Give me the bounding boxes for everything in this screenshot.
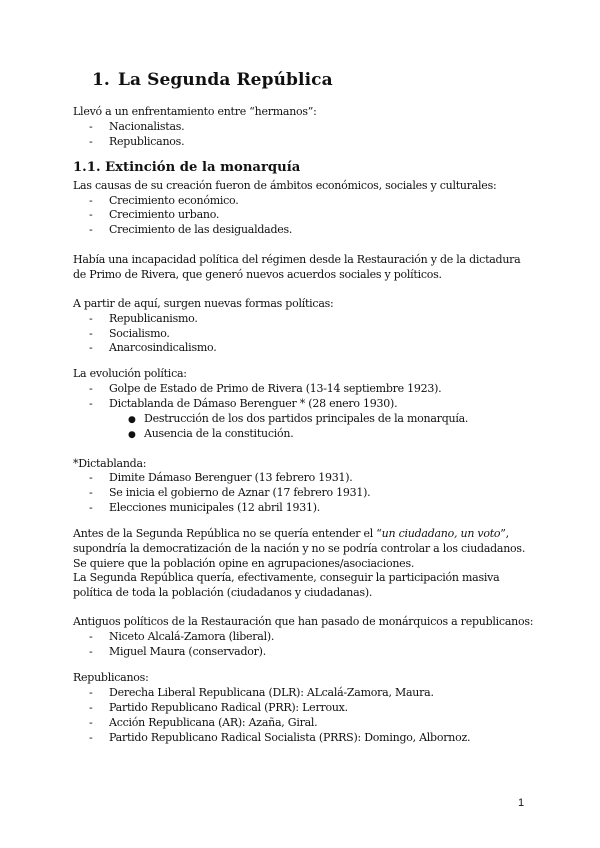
dash-marker: - xyxy=(89,312,93,325)
dash-marker: - xyxy=(89,135,93,148)
dash-marker: - xyxy=(89,645,93,658)
list-item: - Crecimiento económico. xyxy=(89,194,239,207)
dash-marker: - xyxy=(89,471,93,484)
paragraph-restauracion: Había una incapacidad política del régimen desde la Restauración y de la dictadura de Primo de Rivera, que generó nuevos acuerdos sociales y políticos. xyxy=(73,253,521,281)
list-item: - Republicanos. xyxy=(89,135,185,148)
list-item: - Dimite Dámaso Berenguer (13 febrero 1931). xyxy=(89,471,353,484)
title-text: La Segunda República xyxy=(117,70,333,90)
dash-marker: - xyxy=(89,397,93,410)
list-item: - Niceto Alcalá-Zamora (liberal). xyxy=(89,630,275,643)
list-item: - Dictablanda de Dámaso Berenguer * (28 enero 1930). xyxy=(89,397,398,410)
dash-marker: - xyxy=(89,341,93,354)
list-item: - Crecimiento urbano. xyxy=(89,208,220,221)
forms-intro: A partir de aquí, surgen nuevas formas políticas: xyxy=(73,297,334,310)
republicans-intro: Republicanos: xyxy=(73,671,149,684)
dash-marker: - xyxy=(89,686,93,699)
sub-list-item: ● Destrucción de los dos partidos principales de la monarquía. xyxy=(128,411,468,428)
list-item: - Nacionalistas. xyxy=(89,120,185,133)
list-item: - Socialismo. xyxy=(89,327,170,340)
bullet-icon: ● xyxy=(128,415,136,425)
quote-emphasis: un ciudadano, un voto xyxy=(381,527,501,540)
dash-marker: - xyxy=(89,223,93,236)
dash-marker: - xyxy=(89,120,93,133)
list-item: - Se inicia el gobierno de Aznar (17 febrero 1931). xyxy=(89,486,371,499)
bullet-icon: ● xyxy=(128,430,136,440)
dash-marker: - xyxy=(89,208,93,221)
list-item: - Partido Republicano Radical Socialista (PRRS): Domingo, Albornoz. xyxy=(89,731,471,744)
paragraph-participacion: La Segunda República quería, efectivamente, conseguir la participación masiva política de toda la población (ciudadanos y ciudadanas). xyxy=(73,571,500,599)
dash-marker: - xyxy=(89,327,93,340)
title-number: 1. xyxy=(92,70,110,90)
dash-marker: - xyxy=(89,630,93,643)
list-item: - Elecciones municipales (12 abril 1931). xyxy=(89,501,321,514)
paragraph-ciudadano: Antes de la Segunda República no se quería entender el “un ciudadano, un voto”, supondría la democratización de la nación y no se podría controlar a los ciudadanos. Se quiere que la población opine en agrupaciones/asociaciones. xyxy=(73,527,526,570)
list-item: - Acción Republicana (AR): Azaña, Giral. xyxy=(89,716,318,729)
dash-marker: - xyxy=(89,731,93,744)
list-item: - Anarcosindicalismo. xyxy=(89,341,217,354)
list-item: - Crecimiento de las desigualdades. xyxy=(89,223,293,236)
list-item: - Partido Republicano Radical (PRR): Lerroux. xyxy=(89,701,348,714)
politicians-intro: Antiguos políticos de la Restauración que han pasado de monárquicos a republicanos: xyxy=(73,615,534,628)
causes-intro: Las causas de su creación fueron de ámbitos económicos, sociales y culturales: xyxy=(73,179,497,192)
sub-list-item: ● Ausencia de la constitución. xyxy=(128,426,293,443)
evolution-intro: La evolución política: xyxy=(73,367,187,380)
dash-marker: - xyxy=(89,701,93,714)
dictablanda-intro: *Dictablanda: xyxy=(73,457,147,470)
page-title xyxy=(92,70,333,90)
list-item: - Miguel Maura (conservador). xyxy=(89,645,266,658)
section-heading: 1.1. Extinción de la monarquía xyxy=(73,160,301,175)
dash-marker: - xyxy=(89,194,93,207)
dash-marker: - xyxy=(89,486,93,499)
dash-marker: - xyxy=(89,501,93,514)
page-number: 1 xyxy=(518,797,525,809)
list-item: - Derecha Liberal Republicana (DLR): ALcalá-Zamora, Maura. xyxy=(89,686,434,699)
dash-marker: - xyxy=(89,382,93,395)
list-item: - Republicanismo. xyxy=(89,312,198,325)
dash-marker: - xyxy=(89,716,93,729)
list-item: - Golpe de Estado de Primo de Rivera (13-14 septiembre 1923). xyxy=(89,382,442,395)
intro-text: Llevó a un enfrentamiento entre “hermanos”: xyxy=(73,105,317,118)
